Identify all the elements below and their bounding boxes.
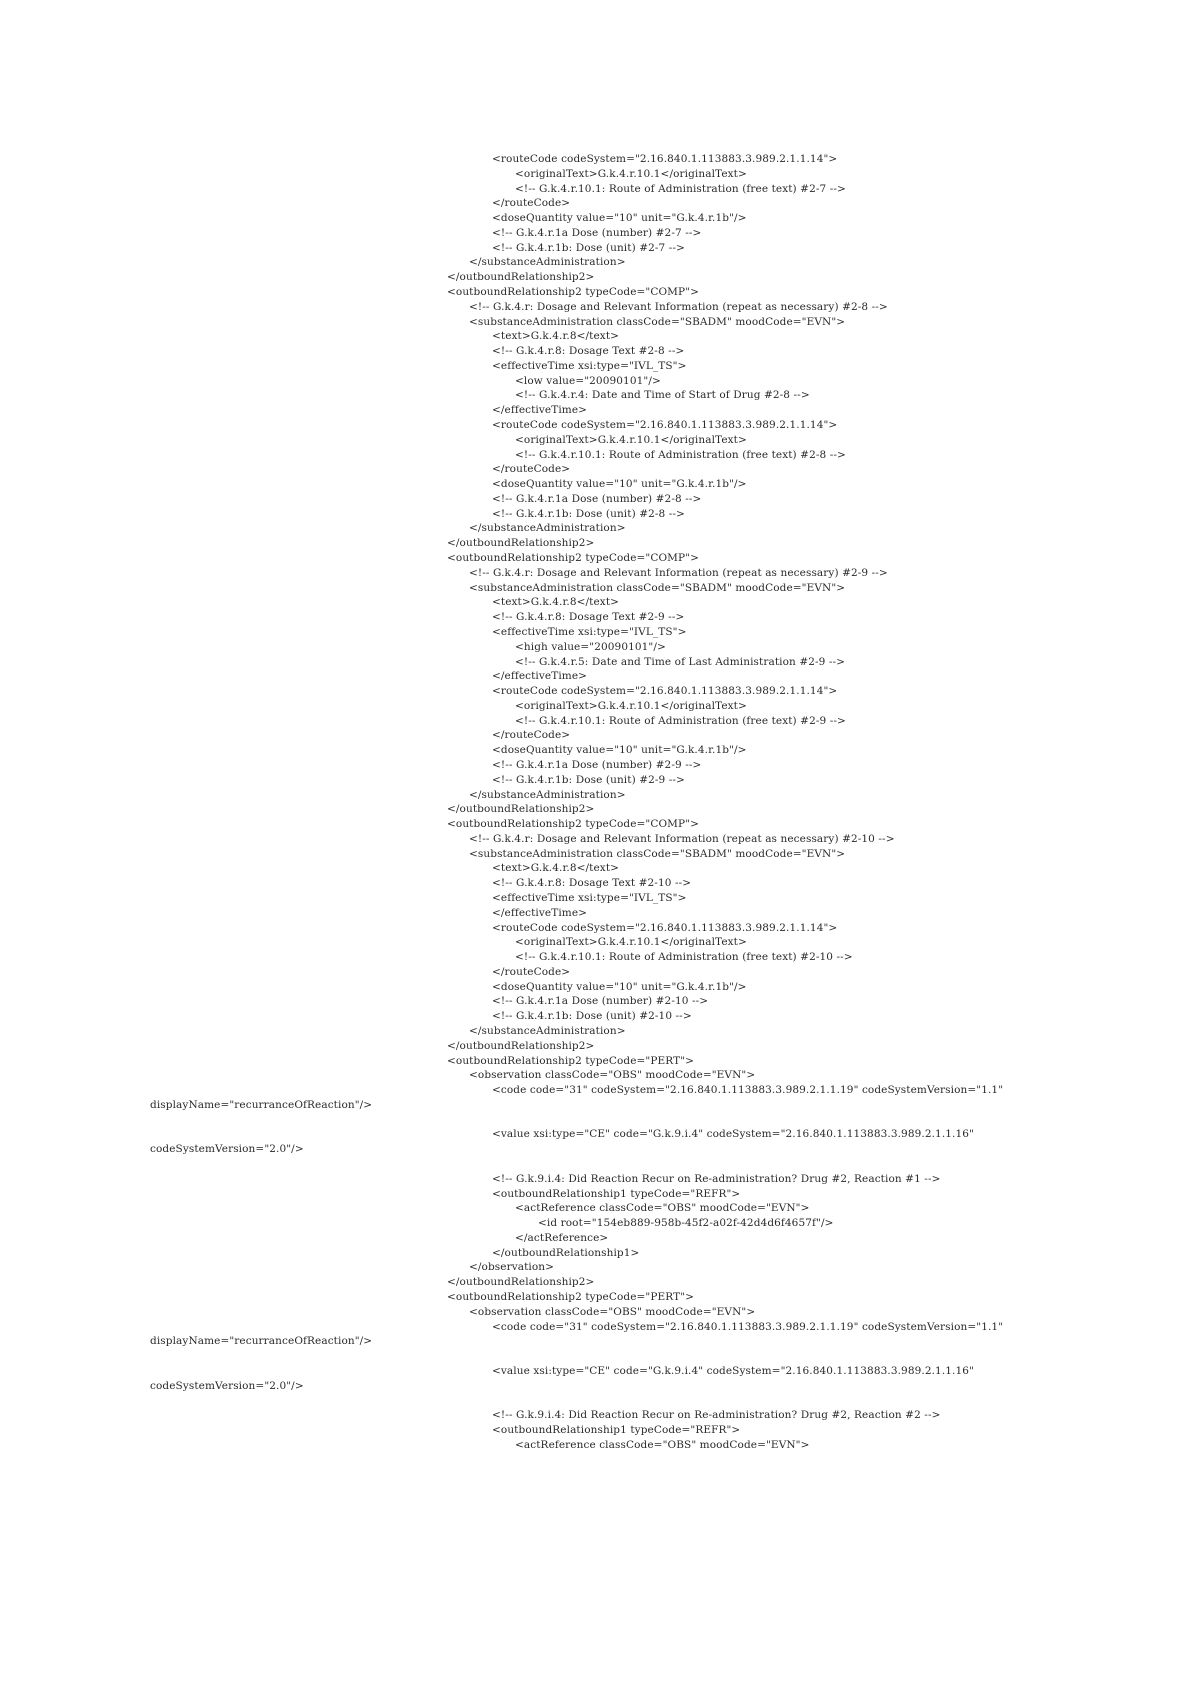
code-line: <substanceAdministration classCode="SBADM" moodCode="EVN"> xyxy=(469,848,846,860)
code-line: <!-- G.k.4.r.10.1: Route of Administration (free text) #2-7 --> xyxy=(515,183,846,195)
code-line: <value xsi:type="CE" code="G.k.9.i.4" codeSystem="2.16.840.1.113883.3.989.2.1.1.16" xyxy=(492,1365,974,1377)
code-line: </substanceAdministration> xyxy=(469,789,626,801)
code-line: <text>G.k.4.r.8</text> xyxy=(492,862,620,874)
code-line: <code code="31" codeSystem="2.16.840.1.113883.3.989.2.1.1.19" codeSystemVersion="1.1" xyxy=(492,1321,1004,1333)
code-line: </routeCode> xyxy=(492,966,571,978)
code-line: <substanceAdministration classCode="SBADM" moodCode="EVN"> xyxy=(469,316,846,328)
code-line-continuation: displayName="recurranceOfReaction"/> xyxy=(150,1099,373,1111)
code-line: <!-- G.k.4.r.1b: Dose (unit) #2-10 --> xyxy=(492,1010,692,1022)
code-line: <!-- G.k.4.r: Dosage and Relevant Information (repeat as necessary) #2-8 --> xyxy=(469,301,888,313)
code-line: <routeCode codeSystem="2.16.840.1.113883.3.989.2.1.1.14"> xyxy=(492,922,838,934)
code-line: <originalText>G.k.4.r.10.1</originalText> xyxy=(515,936,747,948)
code-line: <observation classCode="OBS" moodCode="EVN"> xyxy=(469,1069,756,1081)
code-line: <doseQuantity value="10" unit="G.k.4.r.1b"/> xyxy=(492,478,747,490)
code-line: <originalText>G.k.4.r.10.1</originalText> xyxy=(515,168,747,180)
code-line: </outboundRelationship2> xyxy=(447,271,595,283)
code-line: <effectiveTime xsi:type="IVL_TS"> xyxy=(492,892,687,904)
code-line: <actReference classCode="OBS" moodCode="EVN"> xyxy=(515,1202,810,1214)
code-line: <!-- G.k.4.r: Dosage and Relevant Information (repeat as necessary) #2-10 --> xyxy=(469,833,895,845)
code-line: <doseQuantity value="10" unit="G.k.4.r.1b"/> xyxy=(492,212,747,224)
code-line: <routeCode codeSystem="2.16.840.1.113883.3.989.2.1.1.14"> xyxy=(492,419,838,431)
code-line: <!-- G.k.4.r.10.1: Route of Administration (free text) #2-10 --> xyxy=(515,951,853,963)
code-line: <!-- G.k.4.r.10.1: Route of Administration (free text) #2-9 --> xyxy=(515,715,846,727)
code-line: </outboundRelationship2> xyxy=(447,803,595,815)
code-line: <low value="20090101"/> xyxy=(515,375,661,387)
code-line: <text>G.k.4.r.8</text> xyxy=(492,596,620,608)
code-line-continuation: displayName="recurranceOfReaction"/> xyxy=(150,1335,373,1347)
code-line: <originalText>G.k.4.r.10.1</originalText> xyxy=(515,434,747,446)
code-line: <!-- G.k.4.r.4: Date and Time of Start of Drug #2-8 --> xyxy=(515,389,810,401)
code-line-continuation: codeSystemVersion="2.0"/> xyxy=(150,1143,304,1155)
code-line: <outboundRelationship2 typeCode="PERT"> xyxy=(447,1291,695,1303)
code-line: <id root="154eb889-958b-45f2-a02f-42d4d6f4657f"/> xyxy=(538,1217,834,1229)
code-line: <doseQuantity value="10" unit="G.k.4.r.1b"/> xyxy=(492,744,747,756)
code-line: <effectiveTime xsi:type="IVL_TS"> xyxy=(492,626,687,638)
code-line: </effectiveTime> xyxy=(492,670,588,682)
code-line: <doseQuantity value="10" unit="G.k.4.r.1b"/> xyxy=(492,981,747,993)
code-line: <high value="20090101"/> xyxy=(515,641,666,653)
code-line: <outboundRelationship2 typeCode="COMP"> xyxy=(447,286,700,298)
code-line: <!-- G.k.4.r.1a Dose (number) #2-10 --> xyxy=(492,995,709,1007)
code-line: </routeCode> xyxy=(492,463,571,475)
code-line: </outboundRelationship2> xyxy=(447,537,595,549)
code-line: <outboundRelationship2 typeCode="COMP"> xyxy=(447,552,700,564)
code-line: <substanceAdministration classCode="SBADM" moodCode="EVN"> xyxy=(469,582,846,594)
code-line: </substanceAdministration> xyxy=(469,256,626,268)
code-line: <outboundRelationship2 typeCode="COMP"> xyxy=(447,818,700,830)
code-line: <routeCode codeSystem="2.16.840.1.113883.3.989.2.1.1.14"> xyxy=(492,153,838,165)
code-line: <routeCode codeSystem="2.16.840.1.113883.3.989.2.1.1.14"> xyxy=(492,685,838,697)
code-line: </routeCode> xyxy=(492,197,571,209)
code-line: <!-- G.k.4.r.1b: Dose (unit) #2-9 --> xyxy=(492,774,685,786)
code-line: <originalText>G.k.4.r.10.1</originalText> xyxy=(515,700,747,712)
code-line: <!-- G.k.4.r.10.1: Route of Administration (free text) #2-8 --> xyxy=(515,449,846,461)
code-line: <!-- G.k.4.r.5: Date and Time of Last Administration #2-9 --> xyxy=(515,656,846,668)
code-line: <!-- G.k.4.r.1a Dose (number) #2-7 --> xyxy=(492,227,702,239)
code-line: <!-- G.k.4.r.1a Dose (number) #2-8 --> xyxy=(492,493,702,505)
code-line: </outboundRelationship2> xyxy=(447,1276,595,1288)
code-line: </substanceAdministration> xyxy=(469,1025,626,1037)
code-line: </effectiveTime> xyxy=(492,907,588,919)
code-line: </observation> xyxy=(469,1261,555,1273)
code-line: <!-- G.k.4.r.1a Dose (number) #2-9 --> xyxy=(492,759,702,771)
code-line: <code code="31" codeSystem="2.16.840.1.113883.3.989.2.1.1.19" codeSystemVersion="1.1" xyxy=(492,1084,1004,1096)
code-line: <actReference classCode="OBS" moodCode="EVN"> xyxy=(515,1439,810,1451)
code-line: <!-- G.k.4.r.8: Dosage Text #2-10 --> xyxy=(492,877,692,889)
code-line: </outboundRelationship1> xyxy=(492,1247,640,1259)
code-line: <!-- G.k.4.r: Dosage and Relevant Information (repeat as necessary) #2-9 --> xyxy=(469,567,888,579)
code-line: <!-- G.k.4.r.8: Dosage Text #2-8 --> xyxy=(492,345,685,357)
code-line: </routeCode> xyxy=(492,729,571,741)
code-line: <outboundRelationship1 typeCode="REFR"> xyxy=(492,1188,741,1200)
code-line: <!-- G.k.4.r.1b: Dose (unit) #2-8 --> xyxy=(492,508,685,520)
code-line: <!-- G.k.9.i.4: Did Reaction Recur on Re-administration? Drug #2, Reaction #1 --> xyxy=(492,1173,941,1185)
code-line: </actReference> xyxy=(515,1232,609,1244)
code-line: <outboundRelationship1 typeCode="REFR"> xyxy=(492,1424,741,1436)
code-line: </substanceAdministration> xyxy=(469,522,626,534)
code-line: <effectiveTime xsi:type="IVL_TS"> xyxy=(492,360,687,372)
code-line: <text>G.k.4.r.8</text> xyxy=(492,330,620,342)
code-line: </effectiveTime> xyxy=(492,404,588,416)
code-line: <!-- G.k.9.i.4: Did Reaction Recur on Re-administration? Drug #2, Reaction #2 --> xyxy=(492,1409,941,1421)
code-line: <observation classCode="OBS" moodCode="EVN"> xyxy=(469,1306,756,1318)
code-line: <value xsi:type="CE" code="G.k.9.i.4" codeSystem="2.16.840.1.113883.3.989.2.1.1.16" xyxy=(492,1128,974,1140)
code-line: <outboundRelationship2 typeCode="PERT"> xyxy=(447,1055,695,1067)
code-line: </outboundRelationship2> xyxy=(447,1040,595,1052)
code-line: <!-- G.k.4.r.1b: Dose (unit) #2-7 --> xyxy=(492,242,685,254)
code-line: <!-- G.k.4.r.8: Dosage Text #2-9 --> xyxy=(492,611,685,623)
code-line-continuation: codeSystemVersion="2.0"/> xyxy=(150,1380,304,1392)
